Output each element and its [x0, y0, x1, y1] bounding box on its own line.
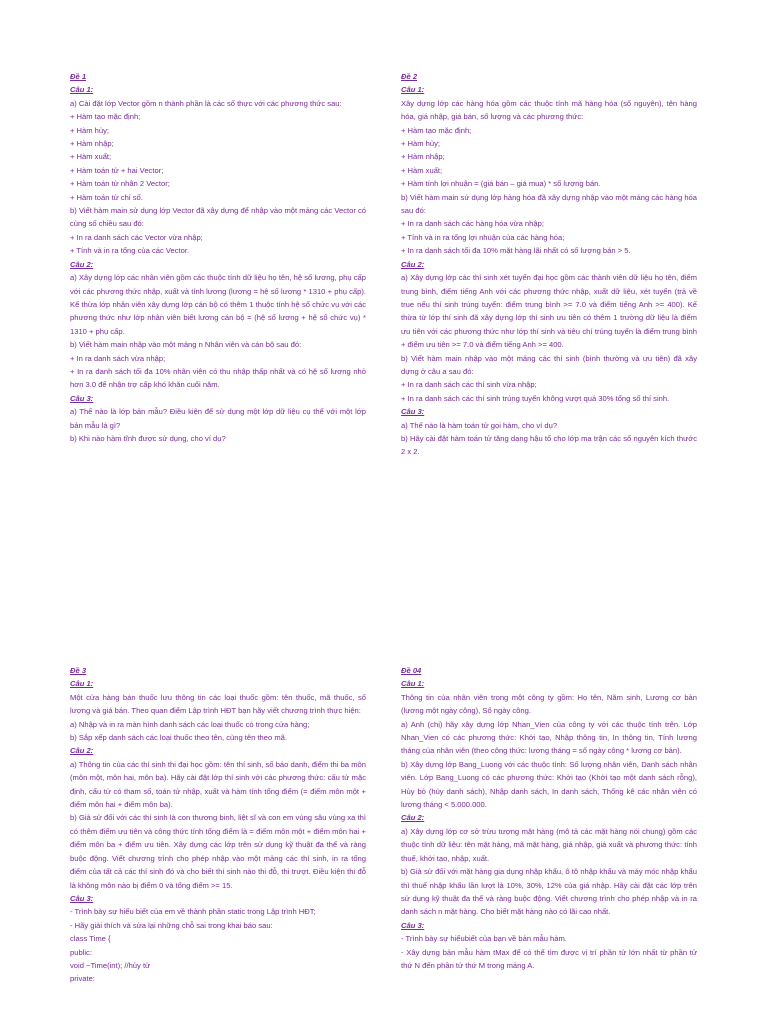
- question-text: - Trình bày sự hiểubiết của bạn về bản mẫu hàm.: [401, 934, 567, 944]
- question-heading: Câu 3:: [401, 920, 425, 930]
- question-text: public:: [70, 947, 92, 957]
- question-heading: Câu 2:: [70, 259, 94, 269]
- question-text: - Xây dựng bản mẫu hàm tMax để có thể tìm được vị trí phần tử lớn nhất từ phần tử thứ N đến phần tử thứ M trong mảng A.: [401, 947, 697, 970]
- question-text: + Hàm hủy;: [70, 125, 110, 135]
- question-heading: Câu 1:: [70, 679, 94, 689]
- question-text: Xây dựng lớp các hàng hóa gồm các thuộc tính mã hàng hóa (số nguyên), tên hàng hóa, giá nhập, giá bán, số lượng và các phương thức:: [401, 98, 697, 122]
- question-text: b) Sắp xếp danh sách các loại thuốc theo tên, cùng tên theo mã.: [70, 733, 287, 743]
- question-text: a) Cài đặt lớp Vector gồm n thành phần là các số thực với các phương thức sau:: [70, 98, 342, 108]
- question-text: b) Xây dựng lớp Bang_Luong với các thuộc tính: Số lượng nhân viên, Danh sách nhân viên. Lớp Bang_Luong có các phương thức: Khởi tạo (Khởi tạo một danh sách rỗng), Hủy bỏ (hủy danh sách), Nhập danh sách, In danh sách, Thống kê các nhân viên có lương tháng < 5.000.000.: [401, 759, 697, 810]
- question-text: Một cửa hàng bán thuốc lưu thông tin các loại thuốc gồm: tên thuốc, mã thuốc, số lượng và giá bán. Theo quan điểm Lập trình HĐT bạn hãy viết chương trình thực hiện:: [70, 692, 366, 716]
- question-text: Thông tin của nhân viên trong một công ty gồm: Họ tên, Năm sinh, Lương cơ bản (lương một ngày công), Số ngày công.: [401, 692, 697, 716]
- exam-3: [70, 664, 366, 986]
- question-text: + Tính và in ra tổng của các Vector.: [70, 246, 190, 256]
- exam-1: [70, 70, 366, 445]
- question-text: a) Xây dựng lớp các thí sinh xét tuyển đại học gồm các thành viên dữ liệu họ tên, điểm trung bình, điểm tiếng Anh với các phương thức nhập, xuất dữ liệu, xét tuyển (trả về true nếu thí sinh trúng tuyển: điểm trung bình >= 7.0 và điểm tiếng Anh >= 400). Kế thừa từ lớp thí sinh đã xây dựng lớp thí sinh ưu tiên có thêm 1 trường dữ liệu là điểm ưu tiên với các phương thức như lớp thí sinh và tiêu chí trúng tuyển là điểm trung bình + điểm ưu tiên >= 7.0 và điểm tiếng Anh >= 400.: [401, 273, 697, 350]
- question-text: a) Xây dựng lớp cơ sở trừu tượng mặt hàng (mô tả các mặt hàng nói chung) gồm các thuộc tính dữ liệu: tên mặt hàng, mã mặt hàng, giá nhập, giá xuất và phương thức: tính thuế, khởi tạo, nhập, xuất.: [401, 826, 697, 863]
- question-heading: Câu 1:: [401, 679, 425, 689]
- exam-title: Đề 1: [70, 72, 87, 81]
- exam-4: [401, 664, 697, 972]
- question-text: void ~Time(int); //hủy tử: [70, 960, 151, 970]
- question-text: + Hàm tạo mặc định;: [70, 112, 141, 122]
- question-text: + In ra danh sách tối đa 10% mặt hàng lãi nhất có số lượng bán > 5.: [401, 246, 631, 256]
- question-heading: Câu 1:: [70, 85, 94, 95]
- question-text: b) Giả sử đối với các thí sinh là con thương binh, liệt sĩ và con em vùng sâu vùng xa thì có thêm điểm ưu tiên và công thức tính tổng điểm là = điểm môn một + điểm môn hai + điểm môn ba + điểm ưu tiên. Xây dựng các lớp trên sử dụng kỹ thuật đa thể và ràng buộc động. Viết chương trình cho phép nhập vào một mảng các thí sinh, in ra tổng điểm của tất cả các thí sinh đó và cho biết thí sinh nào thi đỗ, thi trượt. Điều kiện thi đỗ là không môn nào bị điểm 0 và tổng điểm >= 15.: [70, 813, 366, 890]
- exam-title: Đề 3: [70, 666, 87, 675]
- question-text: b) Khi nào hàm tĩnh được sử dụng, cho ví dụ?: [70, 433, 226, 443]
- question-text: + Hàm toán tử + hai Vector;: [70, 165, 164, 175]
- exam-title: Đề 2: [401, 72, 418, 81]
- question-text: + In ra danh sách tối đa 10% nhân viên có thu nhập thấp nhất và có hệ số lương nhỏ hơn 3.0 để nhận trợ cấp khó khăn cuối năm.: [70, 366, 366, 390]
- question-text: + Hàm hủy;: [401, 139, 441, 149]
- question-text: b) Giả sử đối với mặt hàng gia dụng nhập khẩu, ô tô nhập khẩu và máy móc nhập khẩu thì thuế nhập khẩu lần lượt là 10%, 30%, 12% của giá nhập. Hãy cài đặt các lớp trên sử dụng kỹ thuật đa thể và ràng buộc động. Viết chương trình cho phép nhập và in ra danh sách n mặt hàng. Cho biết mặt hàng nào có lãi cao nhất.: [401, 867, 697, 917]
- exam-title: Đề 04: [401, 666, 422, 675]
- question-text: b) Viết hàm main sử dụng lớp Vector đã xây dựng để nhập vào một mảng các Vector có cùng số chiều sau đó:: [70, 206, 366, 229]
- question-text: + Hàm tạo mặc định;: [401, 125, 472, 135]
- question-text: + In ra danh sách các Vector vừa nhập;: [70, 232, 203, 242]
- question-text: a) Thế nào là lớp bản mẫu? Điều kiện để sử dụng một lớp dữ liệu cụ thể với một lớp bản mẫu là gì?: [70, 407, 366, 430]
- question-text: a) Nhập và in ra màn hình danh sách các loại thuốc có trong cửa hàng;: [70, 719, 310, 729]
- question-text: + Hàm toán tử chỉ số.: [70, 192, 143, 202]
- question-text: class Time {: [70, 934, 111, 944]
- question-heading: Câu 3:: [70, 393, 94, 403]
- exam-2: [401, 70, 697, 459]
- question-heading: Câu 2:: [70, 746, 94, 756]
- question-text: + Hàm nhập;: [70, 139, 114, 149]
- question-text: - Trình bày sự hiểu biết của em về thành phần static trong Lập trình HĐT;: [70, 907, 316, 917]
- question-heading: Câu 2:: [401, 259, 425, 269]
- question-heading: Câu 3:: [70, 893, 94, 903]
- question-text: a) Thông tin của các thí sinh thi đại học gồm: tên thí sinh, số báo danh, điểm thi ba môn (môn một, môn hai, môn ba). Hãy cài đặt lớp thí sinh với các phương thức: cấu tử mặc định, cấu tử có tham số, toán tử nhập, xuất và hàm tính tổng điểm (= điểm môn một + điểm môn hai + điểm môn ba).: [70, 759, 366, 810]
- question-text: + Hàm tính lợi nhuận = (giá bán – giá mua) * số lượng bán.: [401, 179, 601, 189]
- question-text: + Hàm xuất;: [401, 165, 443, 175]
- question-text: b) Hãy cài đặt hàm toán tử tăng dạng hậu tố cho lớp ma trận các số nguyên kích thước 2 x 2.: [401, 433, 697, 457]
- question-text: - Hãy giải thích và sửa lại những chỗ sai trong khai báo sau:: [70, 920, 273, 930]
- question-text: + Tính và in ra tổng lợi nhuận của các hàng hóa;: [401, 232, 565, 242]
- question-heading: Câu 3:: [401, 407, 425, 417]
- question-text: + Hàm toán tử nhân 2 Vector;: [70, 179, 170, 189]
- question-text: + Hàm xuất;: [70, 152, 112, 162]
- question-text: a) Thế nào là hàm toán tử gọi hàm, cho ví dụ?: [401, 420, 558, 430]
- question-heading: Câu 1:: [401, 85, 425, 95]
- question-text: + In ra danh sách các hàng hóa vừa nhập;: [401, 219, 544, 229]
- question-text: b) Viết hàm main nhập vào một mảng các thí sinh (bình thường và ưu tiên) đã xây dựng ở câu a sau đó:: [401, 353, 697, 376]
- question-text: a) Anh (chị) hãy xây dựng lớp Nhan_Vien của công ty với các thuộc tính trên. Lớp Nhan_Vien có các phương thức: Khởi tạo, Nhập thông tin, In thông tin, Tính lương tháng của nhân viên (theo công thức: lương tháng = số ngày công * lương cơ bản).: [401, 719, 697, 756]
- question-text: + Hàm nhập;: [401, 152, 445, 162]
- question-text: b) Viết hàm main sử dụng lớp hàng hóa đã xây dựng nhập vào một mảng các hàng hóa sau đó:: [401, 192, 697, 216]
- question-text: a) Xây dựng lớp các nhân viên gồm các thuộc tính dữ liệu họ tên, hệ số lương, phụ cấp với các phương thức nhập, xuất và tính lương (lương = hệ số lương * 1310 + phụ cấp). Kế thừa lớp nhân viên xây dựng lớp cán bộ có thêm 1 thuộc tính hệ số chức vụ với các phương thức như lớp nhân viên biết lương cán bộ = (hệ số lương + hệ số chức vụ) * 1310 + phụ cấp.: [70, 273, 366, 336]
- question-text: b) Viết hàm main nhập vào một mảng n Nhân viên và cán bộ sau đó:: [70, 340, 302, 350]
- question-heading: Câu 2:: [401, 813, 425, 823]
- question-text: + In ra danh sách các thí sinh trúng tuyển không vượt quá 30% tổng số thí sinh.: [401, 393, 670, 403]
- question-text: + In ra danh sách các thí sinh vừa nhập;: [401, 380, 537, 390]
- question-text: private:: [70, 974, 95, 984]
- question-text: + In ra danh sách vừa nhập;: [70, 353, 166, 363]
